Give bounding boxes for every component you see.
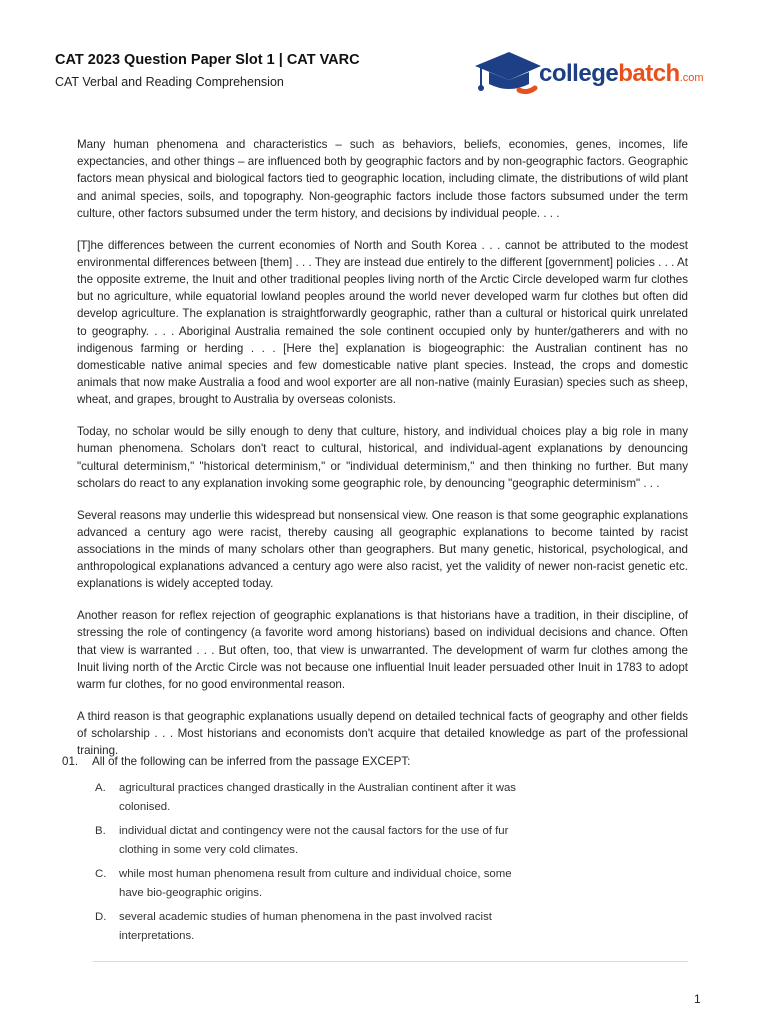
option-letter: C. bbox=[95, 868, 107, 880]
passage-paragraph: A third reason is that geographic explanations usually depend on detailed technical facts of geography and other fields of scholarship . . . Most historians and economists don't acquire that detailed knowledge as part of the professional training. bbox=[77, 709, 688, 758]
page-number: 1 bbox=[694, 992, 701, 1006]
question-number: 01. bbox=[62, 755, 79, 768]
footer-divider bbox=[93, 961, 688, 962]
logo-wordmark bbox=[539, 60, 704, 88]
logo-text-college: college bbox=[539, 60, 619, 87]
passage-paragraph: Today, no scholar would be silly enough to deny that culture, history, and individual choices play a big role in many human phenomena. Scholars don't react to cultural, historical, and individual-agent explanations by denouncing "cultural determinism," "historical determinism," or "individual determinism," and then thinking no further. But many scholars do react to any explanation invoking some geographic role, by denouncing "geographic determinism" . . . bbox=[77, 425, 688, 490]
option-text: individual dictat and contingency were not the causal factors for the use of fur clothing in some very cold climates. bbox=[119, 825, 509, 856]
option-text: agricultural practices changed drastically in the Australian continent after it was colonised. bbox=[119, 782, 516, 813]
logo-text-batch: batch bbox=[618, 60, 680, 87]
passage-paragraph: Another reason for reflex rejection of geographic explanations is that historians have a tradition, in their discipline, of stressing the role of contingency (a favorite word among historians) based on individual decisions and chance. Often that view is warranted . . . But often, too, that view is unwarranted. The development of warm fur clothes among the Inuit living north of the Arctic Circle was not because one influential Inuit leader persuaded other Inuit in 1783 to adopt warm fur clothes, for no good environmental reason. bbox=[77, 609, 688, 692]
reading-passage bbox=[77, 136, 688, 774]
passage-paragraph: Several reasons may underlie this widespread but nonsensical view. One reason is that some geographic explanations advanced a century ago were racist, thereby causing all geographic explanations to become tainted by racist associations in the minds of many scholars other than geographers. But many genetic, historical, psychological, and anthropological explanations advanced a century ago were also racist, yet the validity of newer non-racist genetic etc. explanations is widely accepted today. bbox=[77, 508, 688, 591]
option-letter: D. bbox=[95, 911, 107, 923]
option-text: several academic studies of human phenomena in the past involved racist interpretations. bbox=[119, 911, 492, 942]
option-a[interactable] bbox=[95, 779, 535, 817]
page-header bbox=[55, 46, 715, 106]
collegebatch-logo[interactable] bbox=[473, 46, 718, 102]
graduation-cap-icon bbox=[473, 46, 543, 102]
option-letter: B. bbox=[95, 825, 106, 837]
option-b[interactable] bbox=[95, 822, 535, 860]
question-text: All of the following can be inferred from the passage EXCEPT: bbox=[92, 755, 411, 768]
option-text: while most human phenomena result from culture and individual choice, some have bio-geographic origins. bbox=[119, 868, 512, 899]
option-letter: A. bbox=[95, 782, 106, 794]
passage-paragraph: Many human phenomena and characteristics – such as behaviors, beliefs, economies, genes, incomes, life expectancies, and other things – are influenced both by geographic factors and by non-geographic factors. Geographic factors mean physical and biological factors tied to geographic location, including climate, the distributions of wild plant and animal species, soils, and topography. Non-geographic factors include those factors subsumed under the term culture, other factors subsumed under the term history, and decisions by individual people. . . . bbox=[77, 138, 688, 220]
option-d[interactable] bbox=[95, 908, 535, 946]
option-c[interactable] bbox=[95, 865, 535, 903]
passage-paragraph: [T]he differences between the current economies of North and South Korea . . . cannot be attributed to the modest environmental differences between [them] . . . They are instead due entirely to the different [government] policies . . . At the opposite extreme, the Inuit and other traditional peoples living north of the Arctic Circle developed warm fur clothes but no agriculture, while equatorial lowland peoples around the world never developed warm fur clothes but often did develop agriculture. The explanation is straightforwardly geographic, rather than a cultural or historical quirk unrelated to geography. . . . Aboriginal Australia remained the sole continent occupied only by hunter/gatherers and with no indigenous farming or herding . . . [Here the] explanation is biogeographic: the Australian continent has no domesticable native animal species and few domesticable native plant species. Instead, the crops and domestic animals that now make Australia a food and wool exporter are all non-native (mainly Eurasian) species such as sheep, wheat, and grapes, brought to Australia by overseas colonists. bbox=[77, 238, 688, 407]
document-title: CAT 2023 Question Paper Slot 1 | CAT VARC bbox=[55, 52, 360, 68]
answer-options bbox=[95, 779, 535, 951]
logo-text-suffix: .com bbox=[679, 72, 704, 84]
document-subtitle: CAT Verbal and Reading Comprehension bbox=[55, 75, 284, 89]
